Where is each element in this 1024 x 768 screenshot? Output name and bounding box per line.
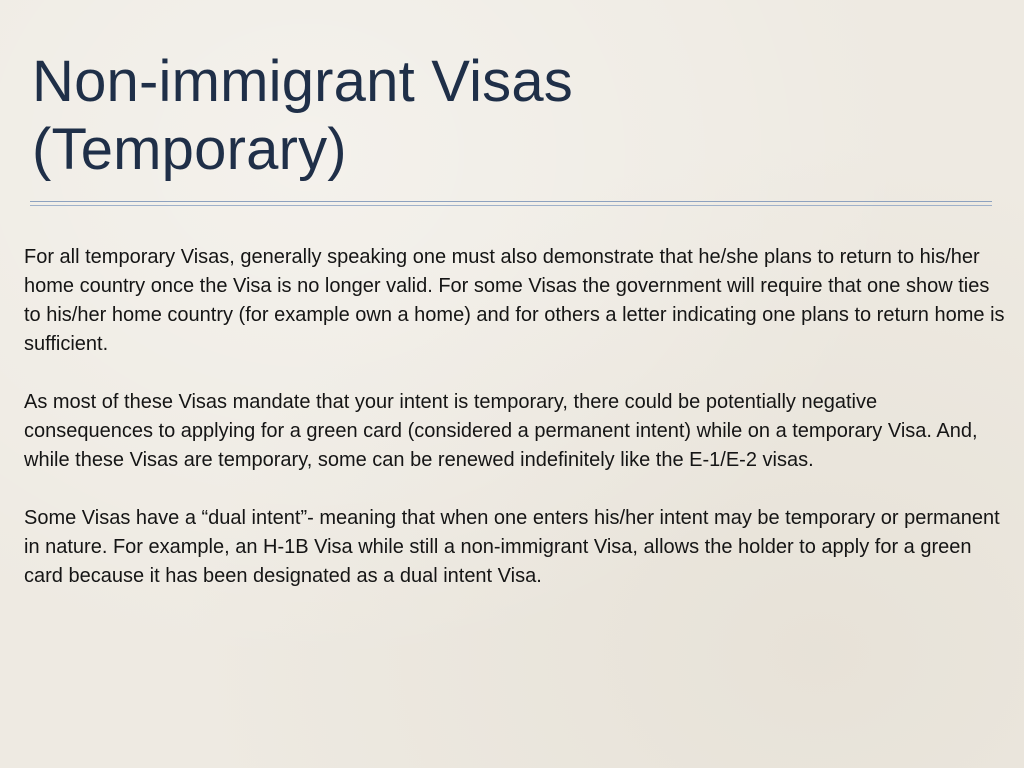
body-paragraph-1: For all temporary Visas, generally speaking one must also demonstrate that he/she plans to return to his/her home country once the Visa is no longer valid. For some Visas the government will require that one show ties to his/her home country (for example own a home) and for others a letter indicating one plans to return home is sufficient.	[24, 246, 1005, 355]
body-paragraph-2: As most of these Visas mandate that your intent is temporary, there could be potentially negative consequences to applying for a green card (considered a permanent intent) while on a temporary Visa. And, while these Visas are temporary, some can be renewed indefinitely like the E-1/E-2 visas.	[24, 391, 978, 471]
slide-body	[24, 243, 1008, 591]
slide-title-line-2: (Temporary)	[32, 117, 347, 182]
slide-title-line-1: Non-immigrant Visas	[32, 49, 574, 114]
slide-title	[32, 48, 992, 184]
title-divider-line-top	[30, 201, 992, 202]
title-divider	[30, 201, 992, 209]
title-divider-line-bottom	[30, 205, 992, 206]
body-paragraph-3: Some Visas have a “dual intent”- meaning that when one enters his/her intent may be temporary or permanent in nature. For example, an H-1B Visa while still a non-immigrant Visa, allows the holder to apply for a green card because it has been designated as a dual intent Visa.	[24, 507, 1000, 587]
